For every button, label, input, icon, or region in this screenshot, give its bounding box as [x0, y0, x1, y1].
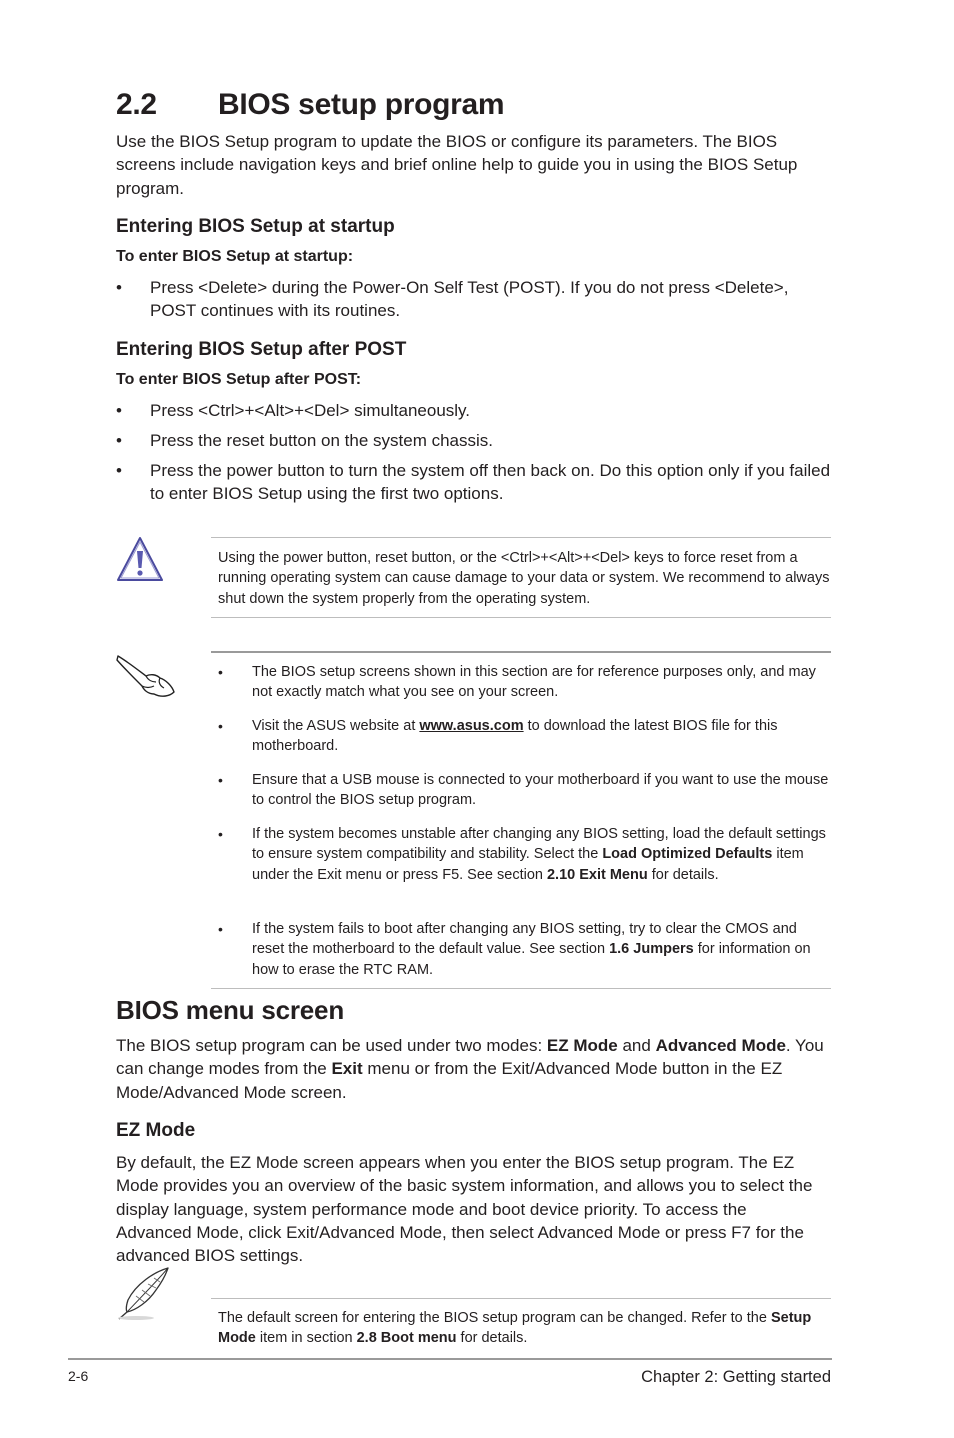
note-text-part: Visit the ASUS website at	[252, 718, 420, 734]
page-number: 2-6	[68, 1368, 89, 1384]
note-text-part: for information on how to erase the RTC RAM.	[252, 941, 811, 978]
bullet: •	[116, 401, 122, 420]
note-text-part: for details.	[647, 866, 719, 883]
after-post-bullet-text: Press <Ctrl>+<Alt>+<Del> simultaneously.	[150, 401, 471, 420]
section-title-text: BIOS setup program	[218, 88, 505, 121]
tip-top-rule	[211, 1298, 831, 1299]
tip-bold-term: 2.8 Boot menu	[356, 1330, 457, 1347]
warning-triangle-icon	[115, 535, 165, 585]
bold-term: EZ Mode	[546, 1036, 618, 1055]
section-number: 2.2	[116, 88, 157, 121]
bullet: •	[218, 921, 223, 937]
note-text	[252, 824, 830, 885]
bullet: •	[116, 431, 122, 450]
ez-mode-heading: EZ Mode	[116, 1120, 196, 1141]
menu-screen-paragraph	[116, 1034, 836, 1104]
bullet: •	[218, 772, 223, 788]
tip-text-part: for details.	[456, 1330, 528, 1347]
bullet: •	[218, 664, 223, 680]
tip-text-part: The default screen for entering the BIOS setup program can be changed. Refer to the	[218, 1310, 771, 1326]
bullet: •	[116, 278, 122, 297]
note-text: The BIOS setup screens shown in this section are for reference purposes only, and may not exactly match what you see on your screen.	[252, 664, 816, 701]
hand-pointer-icon	[114, 650, 180, 700]
footer-rule	[68, 1358, 832, 1360]
note-text	[252, 919, 830, 980]
notes-bottom-rule	[211, 988, 831, 989]
note-text-part: to download the latest BIOS file for this motherboard.	[252, 718, 778, 755]
note-bold-term: 1.6 Jumpers	[609, 941, 694, 958]
ez-mode-paragraph: By default, the EZ Mode screen appears when you enter the BIOS setup program. The EZ Mode provides you an overview of the basic system information, and allows you to select the display language, system performance mode and boot device priority. To access the Advanced Mode, click Exit/Advanced Mode, then select Advanced Mode or press F7 for the advanced BIOS settings.	[116, 1153, 813, 1266]
paragraph-part: menu or from the Exit/Advanced Mode button in the EZ Mode/Advanced Mode screen.	[116, 1059, 783, 1102]
note-text: Ensure that a USB mouse is connected to your motherboard if you want to use the mouse to control the BIOS setup program.	[252, 772, 829, 809]
bullet: •	[218, 826, 223, 842]
warning-text: Using the power button, reset button, or the <Ctrl>+<Alt>+<Del> keys to force reset from a running operating system can cause damage to your data or system. We recommend to always shut down the system properly from the operating system.	[218, 550, 830, 607]
tip-text-part: item in section	[255, 1330, 357, 1347]
bold-term: Exit	[331, 1059, 363, 1079]
bullet: •	[218, 718, 223, 734]
paragraph-part: The BIOS setup program can be used under two modes:	[116, 1036, 547, 1055]
warning-top-rule	[211, 537, 831, 538]
warning-bottom-rule	[211, 617, 831, 618]
feather-pen-icon	[114, 1266, 172, 1322]
note-text-part: If the system fails to boot after changing any BIOS setting, try to clear the CMOS and reset the motherboard to the default value. See section	[252, 921, 797, 958]
section-title	[116, 88, 504, 122]
menu-screen-heading: BIOS menu screen	[116, 995, 344, 1025]
note-bold-term: Load Optimized Defaults	[602, 846, 773, 863]
after-post-bullet-text: Press the power button to turn the system off then back on. Do this option only if you failed to enter BIOS Setup using the first two options.	[150, 461, 831, 504]
after-post-bullet-text: Press the reset button on the system chassis.	[150, 431, 493, 450]
after-post-subheading: To enter BIOS Setup after POST:	[116, 371, 362, 388]
note-bold-term: 2.10 Exit Menu	[546, 866, 648, 883]
bullet: •	[116, 461, 122, 480]
tip-bold-term: Setup Mode	[218, 1310, 812, 1347]
asus-website-link[interactable]: www.asus.com	[419, 718, 524, 734]
notes-top-rule	[211, 651, 831, 653]
startup-subheading: To enter BIOS Setup at startup:	[116, 248, 354, 265]
startup-heading: Entering BIOS Setup at startup	[116, 216, 395, 237]
intro-paragraph: Use the BIOS Setup program to update the BIOS or configure its parameters. The BIOS screens include navigation keys and brief online help to guide you in using the BIOS Setup program.	[116, 132, 798, 198]
bold-term: Advanced Mode	[655, 1036, 786, 1055]
tip-text	[218, 1308, 830, 1349]
after-post-heading: Entering BIOS Setup after POST	[116, 339, 407, 360]
chapter-label: Chapter 2: Getting started	[641, 1368, 831, 1386]
paragraph-part: . You can change modes from the	[116, 1036, 824, 1079]
startup-bullet-text: Press <Delete> during the Power-On Self Test (POST). If you do not press <Delete>, POST continues with its routines.	[150, 278, 789, 321]
note-text-part: If the system becomes unstable after changing any BIOS setting, load the default settings to ensure system compatibility and stability. Select the	[252, 826, 826, 863]
note-text-part: item under the Exit menu or press F5. See section	[252, 846, 804, 883]
note-text	[252, 716, 830, 757]
paragraph-part: and	[617, 1036, 656, 1055]
